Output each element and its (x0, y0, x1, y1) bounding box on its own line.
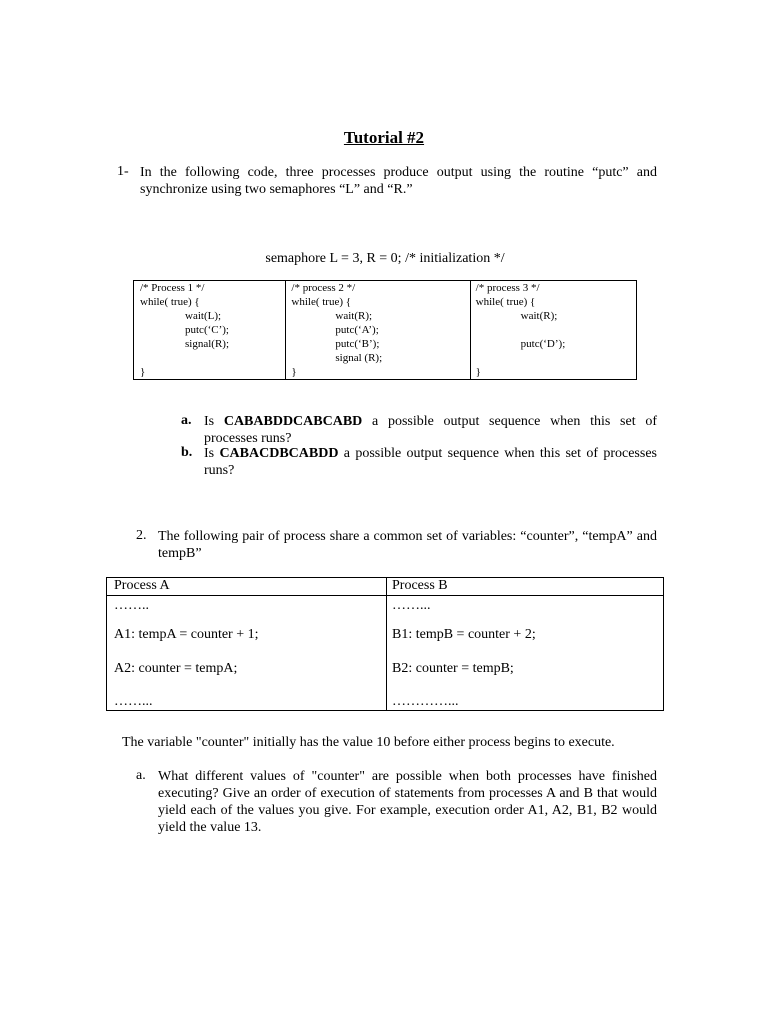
process-b-line: B2: counter = tempB; (392, 661, 514, 676)
code-line: while( true) { (475, 296, 536, 308)
question-2-number: 2. (136, 528, 147, 543)
process-a-line: A2: counter = tempA; (114, 661, 238, 676)
code-line: wait(L); (185, 310, 222, 322)
output-sequence-a: CABABDDCABCABD (223, 414, 363, 429)
code-line: putc(‘A’); (335, 324, 379, 336)
question-1-number: 1- (117, 164, 129, 179)
process-a-line: A1: tempA = counter + 1; (114, 627, 259, 642)
process-b-line: …………... (392, 694, 459, 709)
output-sequence-b: CABACDBCABDD (219, 446, 339, 461)
question-1b-text: Is CABACDBCABDD a possible output sequence when this set of processes runs? (204, 446, 657, 478)
process-1-code (134, 281, 285, 379)
process-b-line: ……... (392, 598, 431, 613)
code-line: /* process 3 */ (475, 282, 540, 294)
process-a-line: …….. (114, 598, 149, 613)
process-3-code (470, 281, 636, 379)
process-table-header (107, 578, 663, 596)
code-line: putc(‘C’); (185, 324, 229, 336)
code-line: /* process 2 */ (291, 282, 356, 294)
code-line: putc(‘D’); (520, 338, 566, 350)
question-1a-text: Is CABABDDCABCABD a possible output sequence when this set of processes runs? (204, 414, 657, 446)
code-line: signal (R); (335, 352, 383, 364)
code-line: } (475, 366, 481, 378)
process-a-line: ……... (114, 694, 153, 709)
process-code-table (133, 280, 637, 380)
question-1a-label: a. (181, 413, 192, 428)
question-1b-label: b. (181, 445, 193, 460)
question-2a-label: a. (136, 768, 146, 783)
code-line: signal(R); (185, 338, 229, 350)
code-line: while( true) { (140, 296, 200, 308)
code-line: } (140, 366, 146, 378)
process-b-header: Process B (392, 578, 448, 593)
process-b-line: B1: tempB = counter + 2; (392, 627, 536, 642)
code-line: wait(R); (335, 310, 373, 322)
code-line: /* Process 1 */ (140, 282, 205, 294)
process-a-header: Process A (114, 578, 170, 593)
process-table (106, 577, 664, 711)
process-2-code (285, 281, 469, 379)
initial-value-note: The variable "counter" initially has the value 10 before either process begins to execute. (122, 735, 615, 750)
question-2-text: The following pair of process share a common set of variables: “counter”, “tempA” and tempB” (158, 529, 657, 561)
code-line: } (291, 366, 297, 378)
page-title: Tutorial #2 (343, 128, 425, 147)
code-line: while( true) { (291, 296, 352, 308)
code-line: putc(‘B’); (335, 338, 380, 350)
code-line: wait(R); (520, 310, 558, 322)
question-2a-text: What different values of "counter" are possible when both processes have finished executing? Give an order of execution of statements from processes A and B that would yield each of the values you give. For example, execution order A1, A2, B1, B2 would yield the value 13. (158, 769, 657, 835)
question-1-text: In the following code, three processes produce output using the routine “putc” and synchronize using two semaphores “L” and “R.” (140, 165, 657, 197)
semaphore-initialization: semaphore L = 3, R = 0; /* initialization */ (265, 251, 505, 266)
